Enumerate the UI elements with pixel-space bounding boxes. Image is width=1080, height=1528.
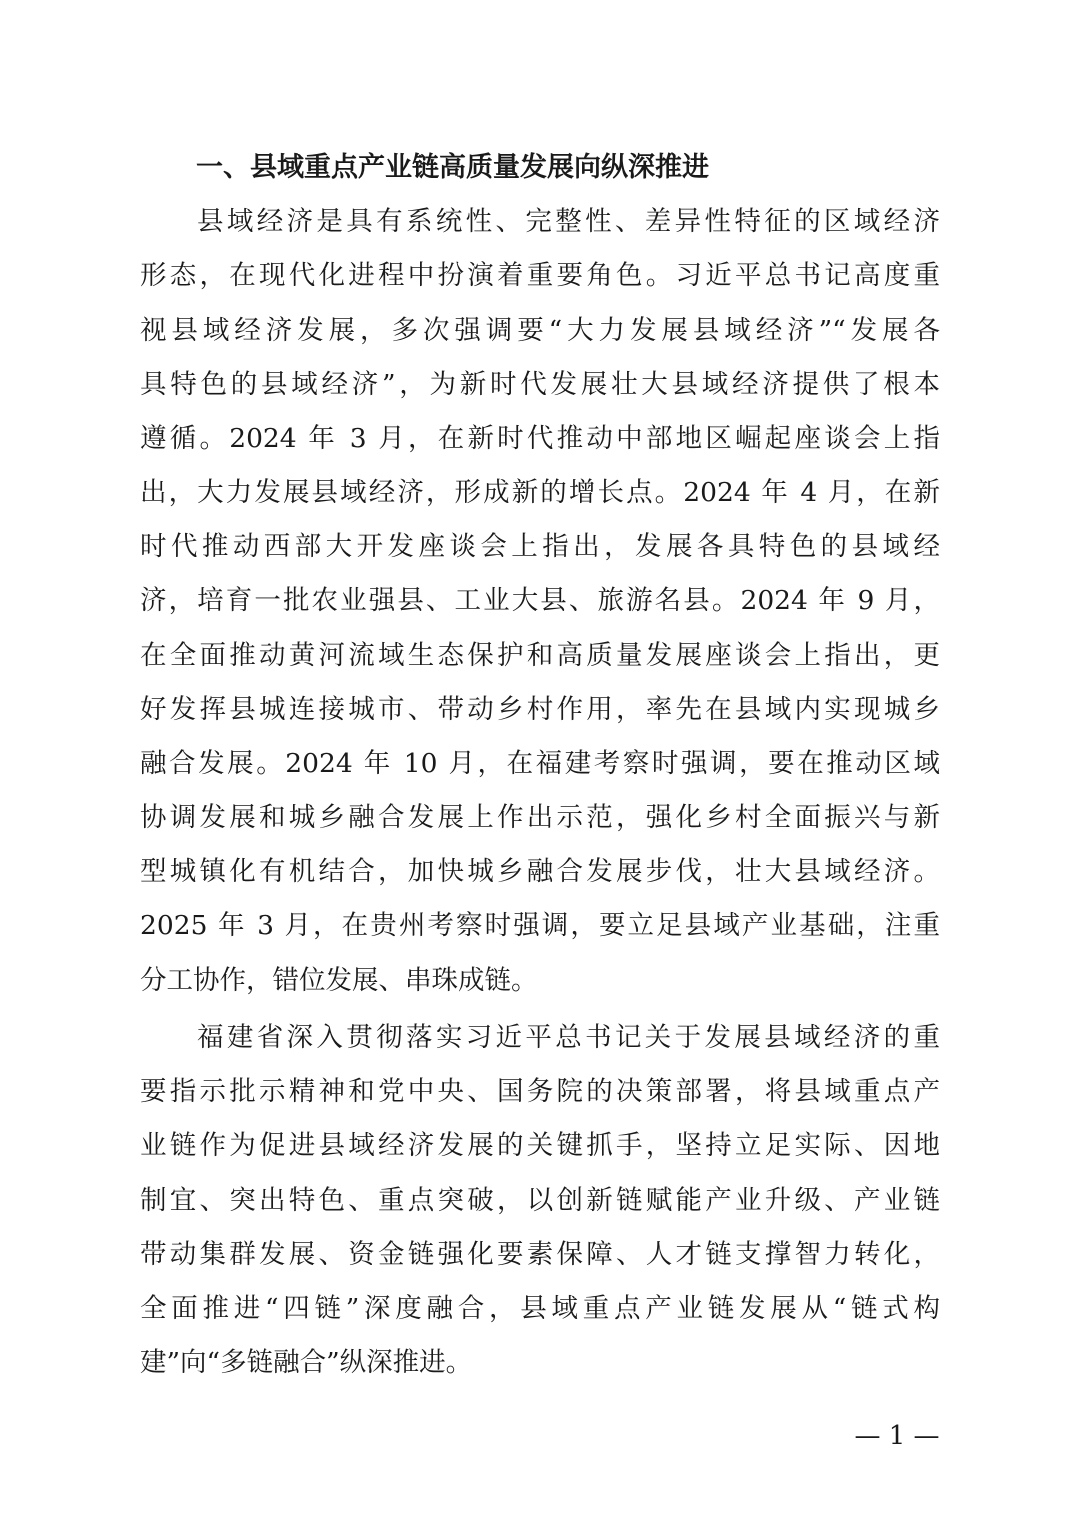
paragraph-2-line: 福建省深入贯彻落实习近平总书记关于发展县域经济的重 xyxy=(197,1022,940,1053)
paragraph-2-line: 要指示批示精神和党中央、国务院的决策部署，将县域重点产 xyxy=(140,1076,940,1107)
paragraph-1-line: 型城镇化有机结合，加快城乡融合发展步伐，壮大县域经济。 xyxy=(140,856,940,887)
paragraph-1-line: 融合发展。2024 年 10 月，在福建考察时强调，要在推动区域 xyxy=(140,748,940,779)
paragraph-2-line: 带动集群发展、资金链强化要素保障、人才链支撑智力转化， xyxy=(140,1239,940,1270)
paragraph-1-line: 在全面推动黄河流域生态保护和高质量发展座谈会上指出，更 xyxy=(140,640,940,671)
paragraph-1-line: 时代推动西部大开发座谈会上指出，发展各具特色的县域经 xyxy=(140,531,940,562)
paragraph-2-line: 业链作为促进县域经济发展的关键抓手，坚持立足实际、因地 xyxy=(140,1130,940,1161)
paragraph-1-line: 视县域经济发展，多次强调要“大力发展县域经济”“发展各 xyxy=(140,315,940,346)
paragraph-1-line: 遵循。2024 年 3 月，在新时代推动中部地区崛起座谈会上指 xyxy=(140,423,940,454)
paragraph-1-line: 2025 年 3 月，在贵州考察时强调，要立足县域产业基础，注重 xyxy=(140,910,940,941)
section-heading: 一、县域重点产业链高质量发展向纵深推进 xyxy=(196,152,709,183)
paragraph-1-line: 具特色的县域经济”，为新时代发展壮大县域经济提供了根本 xyxy=(140,369,940,400)
paragraph-2-line: 全面推进“四链”深度融合，县域重点产业链发展从“链式构 xyxy=(140,1293,940,1324)
page-number: — 1 — xyxy=(854,1421,940,1451)
paragraph-1-line: 县域经济是具有系统性、完整性、差异性特征的区域经济 xyxy=(197,206,940,237)
paragraph-2-line: 制宜、突出特色、重点突破，以创新链赋能产业升级、产业链 xyxy=(140,1185,940,1216)
paragraph-1-line: 好发挥县城连接城市、带动乡村作用，率先在县域内实现城乡 xyxy=(140,694,940,725)
paragraph-1-line: 出，大力发展县域经济，形成新的增长点。2024 年 4 月，在新 xyxy=(140,477,940,508)
paragraph-1-line: 分工协作，错位发展、串珠成链。 xyxy=(140,965,538,996)
paragraph-2-line: 建”向“多链融合”纵深推进。 xyxy=(140,1347,473,1378)
paragraph-1-line: 济，培育一批农业强县、工业大县、旅游名县。2024 年 9 月， xyxy=(140,585,940,616)
paragraph-1-line: 协调发展和城乡融合发展上作出示范，强化乡村全面振兴与新 xyxy=(140,802,940,833)
paragraph-1-line: 形态，在现代化进程中扮演着重要角色。习近平总书记高度重 xyxy=(140,260,940,291)
